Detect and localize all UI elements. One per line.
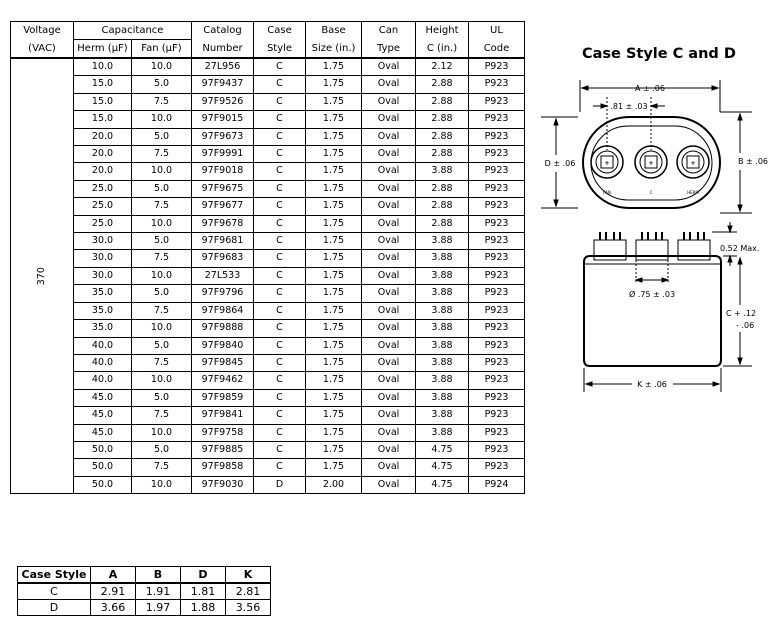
table-cell: 1.75: [306, 58, 362, 76]
dim-cell: 1.97: [136, 600, 181, 616]
table-cell: 3.88: [416, 372, 469, 389]
table-cell: Oval: [362, 337, 416, 354]
dim-cell: C: [18, 583, 91, 600]
table-cell: 1.75: [306, 354, 362, 371]
table-cell: Oval: [362, 250, 416, 267]
dim-header-b: B: [136, 567, 181, 584]
table-cell: 1.75: [306, 198, 362, 215]
table-cell: C: [254, 163, 306, 180]
arrow-icon: [586, 382, 592, 386]
arrow-icon: [738, 114, 742, 120]
table-cell: 45.0: [74, 389, 132, 406]
table-cell: 4.75: [416, 476, 469, 493]
table-cell: Oval: [362, 93, 416, 110]
dim-row-d: [18, 600, 271, 616]
label-dim-052: 0.52 Max.: [720, 244, 760, 253]
table-cell: 97F9885: [192, 441, 254, 458]
table-cell: 5.0: [132, 233, 192, 250]
table-cell: 30.0: [74, 250, 132, 267]
table-cell: 97F9888: [192, 320, 254, 337]
table-cell: 45.0: [74, 424, 132, 441]
arrow-icon: [554, 200, 558, 206]
table-cell: C: [254, 93, 306, 110]
table-cell: 3.88: [416, 354, 469, 371]
table-cell: C: [254, 354, 306, 371]
table-cell: 1.75: [306, 407, 362, 424]
label-dim-k: K ± .06: [637, 380, 667, 389]
table-cell: 97F9681: [192, 233, 254, 250]
table-cell: 7.5: [132, 93, 192, 110]
table-cell: C: [254, 424, 306, 441]
header-height: Height: [416, 22, 469, 40]
header-height-c: C (in.): [416, 40, 469, 59]
table-cell: 27L956: [192, 58, 254, 76]
table-cell: 50.0: [74, 441, 132, 458]
table-cell: Oval: [362, 459, 416, 476]
table-cell: 1.75: [306, 459, 362, 476]
header-voltage-unit: (VAC): [11, 40, 74, 59]
table-cell: Oval: [362, 476, 416, 493]
table-cell: 25.0: [74, 198, 132, 215]
table-cell: 10.0: [132, 267, 192, 284]
arrow-icon: [738, 358, 742, 364]
header-fan: Fan (µF): [132, 40, 192, 59]
table-cell: 97F9526: [192, 93, 254, 110]
table-cell: 20.0: [74, 163, 132, 180]
table-cell: C: [254, 389, 306, 406]
table-cell: D: [254, 476, 306, 493]
table-cell: 40.0: [74, 354, 132, 371]
table-cell: 3.88: [416, 389, 469, 406]
table-cell: 50.0: [74, 476, 132, 493]
table-cell: 97F9841: [192, 407, 254, 424]
table-cell: 1.75: [306, 111, 362, 128]
table-cell: 3.88: [416, 233, 469, 250]
terminal-plus-icon: +: [690, 160, 696, 167]
table-cell: 35.0: [74, 285, 132, 302]
table-cell: P923: [469, 320, 525, 337]
table-cell: 40.0: [74, 337, 132, 354]
table-cell: 25.0: [74, 180, 132, 197]
table-cell: 7.5: [132, 407, 192, 424]
table-cell: Oval: [362, 76, 416, 93]
table-cell: 97F9845: [192, 354, 254, 371]
header-ul-code: Code: [469, 40, 525, 59]
table-cell: 97F9673: [192, 128, 254, 145]
table-cell: Oval: [362, 128, 416, 145]
table-cell: P923: [469, 372, 525, 389]
table-cell: 10.0: [132, 372, 192, 389]
table-cell: 97F9796: [192, 285, 254, 302]
table-cell: 3.88: [416, 267, 469, 284]
table-cell: 3.88: [416, 407, 469, 424]
table-cell: C: [254, 407, 306, 424]
table-cell: Oval: [362, 233, 416, 250]
table-cell: C: [254, 233, 306, 250]
table-cell: C: [254, 111, 306, 128]
table-cell: 2.12: [416, 58, 469, 76]
table-cell: P923: [469, 354, 525, 371]
header-catalog: Catalog: [192, 22, 254, 40]
table-cell: C: [254, 337, 306, 354]
table-cell: C: [254, 146, 306, 163]
header-catalog-number: Number: [192, 40, 254, 59]
table-cell: P923: [469, 58, 525, 76]
table-cell: 25.0: [74, 215, 132, 232]
table-cell: P923: [469, 302, 525, 319]
table-cell: 2.88: [416, 93, 469, 110]
label-dim-81: .81 ± .03: [610, 102, 648, 111]
table-cell: 1.75: [306, 233, 362, 250]
table-cell: 30.0: [74, 267, 132, 284]
table-cell: C: [254, 250, 306, 267]
table-cell: P923: [469, 233, 525, 250]
table-cell: P923: [469, 111, 525, 128]
table-cell: 30.0: [74, 233, 132, 250]
table-cell: 1.75: [306, 163, 362, 180]
table-cell: P923: [469, 180, 525, 197]
table-cell: C: [254, 441, 306, 458]
table-cell: Oval: [362, 302, 416, 319]
header-can-type: Type: [362, 40, 416, 59]
table-cell: P923: [469, 146, 525, 163]
table-cell: Oval: [362, 285, 416, 302]
table-cell: 5.0: [132, 285, 192, 302]
table-cell: 1.75: [306, 389, 362, 406]
table-cell: P923: [469, 337, 525, 354]
table-cell: P923: [469, 250, 525, 267]
table-cell: P923: [469, 407, 525, 424]
table-cell: 97F9683: [192, 250, 254, 267]
arrow-icon: [738, 205, 742, 211]
table-cell: Oval: [362, 267, 416, 284]
table-cell: 1.75: [306, 215, 362, 232]
table-cell: C: [254, 459, 306, 476]
table-cell: 10.0: [132, 111, 192, 128]
table-cell: 97F9858: [192, 459, 254, 476]
table-cell: 10.0: [132, 320, 192, 337]
table-cell: P923: [469, 163, 525, 180]
dim-cell: 3.66: [91, 600, 136, 616]
label-dim-d: D ± .06: [544, 159, 576, 168]
header-case: Case: [254, 22, 306, 40]
header-base-size: Size (in.): [306, 40, 362, 59]
table-cell: 3.88: [416, 424, 469, 441]
table-cell: 2.88: [416, 128, 469, 145]
table-cell: 97F9675: [192, 180, 254, 197]
table-cell: 7.5: [132, 146, 192, 163]
table-cell: P923: [469, 459, 525, 476]
table-cell: 10.0: [132, 58, 192, 76]
dim-cell: D: [18, 600, 91, 616]
header-case-style: Style: [254, 40, 306, 59]
dimension-table: [17, 566, 271, 616]
table-cell: 4.75: [416, 459, 469, 476]
table-cell: 20.0: [74, 146, 132, 163]
table-cell: 1.75: [306, 93, 362, 110]
table-cell: P924: [469, 476, 525, 493]
table-cell: 1.75: [306, 128, 362, 145]
table-cell: P923: [469, 441, 525, 458]
header-ul: UL: [469, 22, 525, 40]
table-cell: C: [254, 215, 306, 232]
table-cell: 35.0: [74, 302, 132, 319]
table-cell: 10.0: [74, 58, 132, 76]
table-cell: 15.0: [74, 93, 132, 110]
table-cell: P923: [469, 267, 525, 284]
dim-header-d: D: [181, 567, 226, 584]
table-cell: 1.75: [306, 424, 362, 441]
can-body: [584, 256, 721, 366]
table-cell: 2.88: [416, 146, 469, 163]
table-cell: 10.0: [132, 215, 192, 232]
table-cell: 2.88: [416, 180, 469, 197]
arrow-icon: [728, 226, 732, 232]
arrow-icon: [662, 278, 668, 282]
table-cell: 35.0: [74, 320, 132, 337]
table-cell: C: [254, 302, 306, 319]
label-dim-a: A ± .06: [635, 84, 665, 93]
arrow-icon: [713, 382, 719, 386]
table-cell: 2.88: [416, 215, 469, 232]
dim-cell: 1.88: [181, 600, 226, 616]
table-cell: 3.88: [416, 163, 469, 180]
arrow-icon: [601, 104, 607, 108]
table-cell: 1.75: [306, 250, 362, 267]
terminal-plus-icon: +: [604, 160, 610, 167]
label-terminal-fan: FAN: [603, 190, 611, 195]
table-cell: 1.75: [306, 302, 362, 319]
table-cell: 3.88: [416, 302, 469, 319]
table-cell: C: [254, 320, 306, 337]
table-cell: 1.75: [306, 285, 362, 302]
table-cell: P923: [469, 76, 525, 93]
table-cell: C: [254, 372, 306, 389]
label-dim-b: B ± .06: [738, 157, 768, 166]
table-cell: 10.0: [132, 163, 192, 180]
table-cell: 5.0: [132, 180, 192, 197]
table-cell: P923: [469, 128, 525, 145]
table-cell: P923: [469, 389, 525, 406]
arrow-icon: [728, 256, 732, 262]
table-cell: C: [254, 285, 306, 302]
table-cell: 15.0: [74, 76, 132, 93]
table-cell: 97F9840: [192, 337, 254, 354]
arrow-icon: [582, 86, 588, 90]
table-cell: 10.0: [132, 476, 192, 493]
label-dim-c-minus: - .06: [736, 321, 755, 330]
table-cell: C: [254, 198, 306, 215]
table-cell: 5.0: [132, 441, 192, 458]
table-cell: P923: [469, 424, 525, 441]
table-cell: 10.0: [132, 424, 192, 441]
voltage-value: 370: [35, 267, 47, 286]
table-cell: 1.75: [306, 180, 362, 197]
diagram-title: Case Style C and D: [582, 46, 736, 62]
header-can: Can: [362, 22, 416, 40]
table-cell: 27L533: [192, 267, 254, 284]
table-cell: 5.0: [132, 389, 192, 406]
dim-header-k: K: [226, 567, 271, 584]
table-cell: 1.75: [306, 76, 362, 93]
table-cell: 97F9864: [192, 302, 254, 319]
header-voltage: Voltage: [11, 22, 74, 40]
table-cell: C: [254, 180, 306, 197]
table-cell: 7.5: [132, 354, 192, 371]
table-cell: P923: [469, 215, 525, 232]
table-cell: 3.88: [416, 320, 469, 337]
table-cell: 3.88: [416, 285, 469, 302]
table-cell: 97F9758: [192, 424, 254, 441]
table-cell: C: [254, 128, 306, 145]
table-cell: 97F9991: [192, 146, 254, 163]
table-cell: Oval: [362, 163, 416, 180]
table-cell: Oval: [362, 198, 416, 215]
table-cell: 97F9030: [192, 476, 254, 493]
dim-cell: 2.81: [226, 583, 271, 600]
header-capacitance: Capacitance: [74, 22, 192, 40]
label-terminal-herm: HERM: [687, 190, 699, 195]
table-cell: P923: [469, 93, 525, 110]
dim-header-a: A: [91, 567, 136, 584]
dim-row-c: [18, 583, 271, 600]
table-cell: 5.0: [132, 337, 192, 354]
table-cell: 2.88: [416, 111, 469, 128]
table-cell: 45.0: [74, 407, 132, 424]
header-herm: Herm (µF): [74, 40, 132, 59]
table-cell: 50.0: [74, 459, 132, 476]
table-cell: 97F9018: [192, 163, 254, 180]
table-cell: 7.5: [132, 198, 192, 215]
table-cell: Oval: [362, 320, 416, 337]
table-cell: C: [254, 76, 306, 93]
arrow-icon: [651, 104, 657, 108]
table-cell: Oval: [362, 389, 416, 406]
label-dim-dia: Ø .75 ± .03: [628, 290, 676, 299]
table-cell: 15.0: [74, 111, 132, 128]
arrow-icon: [554, 119, 558, 125]
table-cell: Oval: [362, 354, 416, 371]
table-cell: 97F9678: [192, 215, 254, 232]
table-cell: P923: [469, 198, 525, 215]
table-cell: 1.75: [306, 320, 362, 337]
table-cell: P923: [469, 285, 525, 302]
table-cell: Oval: [362, 441, 416, 458]
arrow-icon: [636, 278, 642, 282]
table-cell: Oval: [362, 372, 416, 389]
dim-cell: 2.91: [91, 583, 136, 600]
header-base: Base: [306, 22, 362, 40]
table-cell: Oval: [362, 146, 416, 163]
terminal-plus-icon: +: [648, 160, 654, 167]
table-cell: 97F9859: [192, 389, 254, 406]
label-dim-c-plus: C + .12: [726, 309, 757, 318]
table-cell: C: [254, 267, 306, 284]
table-cell: Oval: [362, 180, 416, 197]
arrow-icon: [712, 86, 718, 90]
dim-header-case-style: Case Style: [18, 567, 91, 584]
table-cell: Oval: [362, 424, 416, 441]
table-cell: 7.5: [132, 250, 192, 267]
table-cell: 5.0: [132, 128, 192, 145]
table-cell: 97F9015: [192, 111, 254, 128]
table-cell: 1.75: [306, 267, 362, 284]
table-cell: 1.75: [306, 441, 362, 458]
table-cell: 20.0: [74, 128, 132, 145]
table-cell: 97F9462: [192, 372, 254, 389]
table-cell: Oval: [362, 58, 416, 76]
table-cell: 2.88: [416, 76, 469, 93]
arrow-icon: [738, 258, 742, 264]
dim-cell: 1.91: [136, 583, 181, 600]
table-cell: Oval: [362, 407, 416, 424]
dim-cell: 3.56: [226, 600, 271, 616]
table-cell: 4.75: [416, 441, 469, 458]
table-cell: 2.00: [306, 476, 362, 493]
table-cell: 40.0: [74, 372, 132, 389]
table-cell: 97F9677: [192, 198, 254, 215]
table-cell: 1.75: [306, 337, 362, 354]
table-cell: 5.0: [132, 76, 192, 93]
table-cell: C: [254, 58, 306, 76]
table-cell: Oval: [362, 215, 416, 232]
table-cell: 3.88: [416, 250, 469, 267]
table-cell: 1.75: [306, 372, 362, 389]
table-cell: 3.88: [416, 337, 469, 354]
table-cell: 1.75: [306, 146, 362, 163]
table-cell: 2.88: [416, 198, 469, 215]
table-cell: 7.5: [132, 302, 192, 319]
table-cell: 97F9437: [192, 76, 254, 93]
dim-cell: 1.81: [181, 583, 226, 600]
table-cell: 7.5: [132, 459, 192, 476]
label-terminal-c: C: [649, 190, 653, 195]
table-cell: Oval: [362, 111, 416, 128]
